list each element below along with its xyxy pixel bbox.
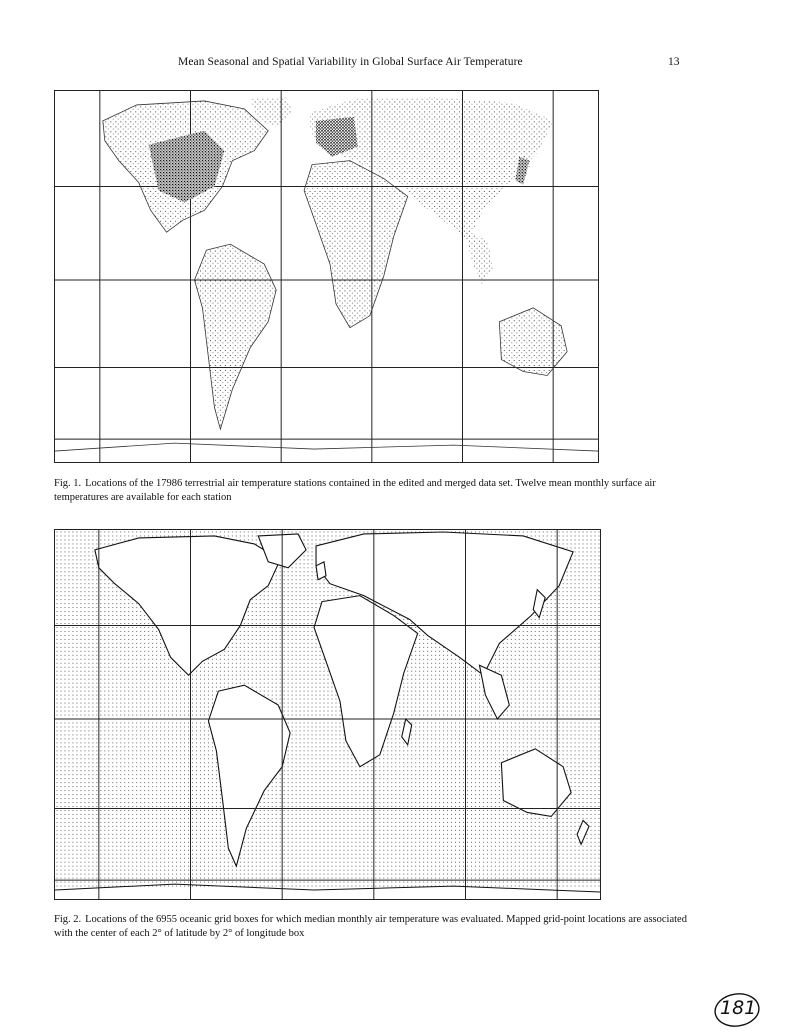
page-number: 13: [668, 56, 680, 68]
figure-2-label: Fig. 2.: [54, 914, 82, 925]
indochina-stations: [465, 230, 493, 284]
south-america-stations: [194, 244, 276, 429]
running-head: Mean Seasonal and Spatial Variability in Global Surface Air Temperature: [178, 56, 523, 68]
british-isles: [316, 562, 326, 580]
figure-1-station-map: [54, 90, 599, 463]
figure-2-ocean-grid-map: [54, 529, 601, 900]
figure-1-caption-text: Locations of the 17986 terrestrial air temperature stations contained in the edited and merged data set. Twelve mean monthly surface air temperatures are available for each station: [54, 478, 656, 503]
handwritten-page-annotation: [712, 991, 762, 1029]
figure-1-caption: [54, 477, 694, 505]
figure-2-caption: [54, 913, 694, 941]
figure-2-map-svg: [55, 530, 600, 899]
handwritten-number: 181: [720, 997, 757, 1019]
figure-1-label: Fig. 1.: [54, 478, 82, 489]
figure-1-map-svg: [55, 91, 598, 462]
figure-2-caption-text: Locations of the 6955 oceanic grid boxes for which median monthly air temperature was evaluated. Mapped grid-point locations are associated with the center of each 2° of latitude by 2° of longitude box: [54, 914, 687, 939]
